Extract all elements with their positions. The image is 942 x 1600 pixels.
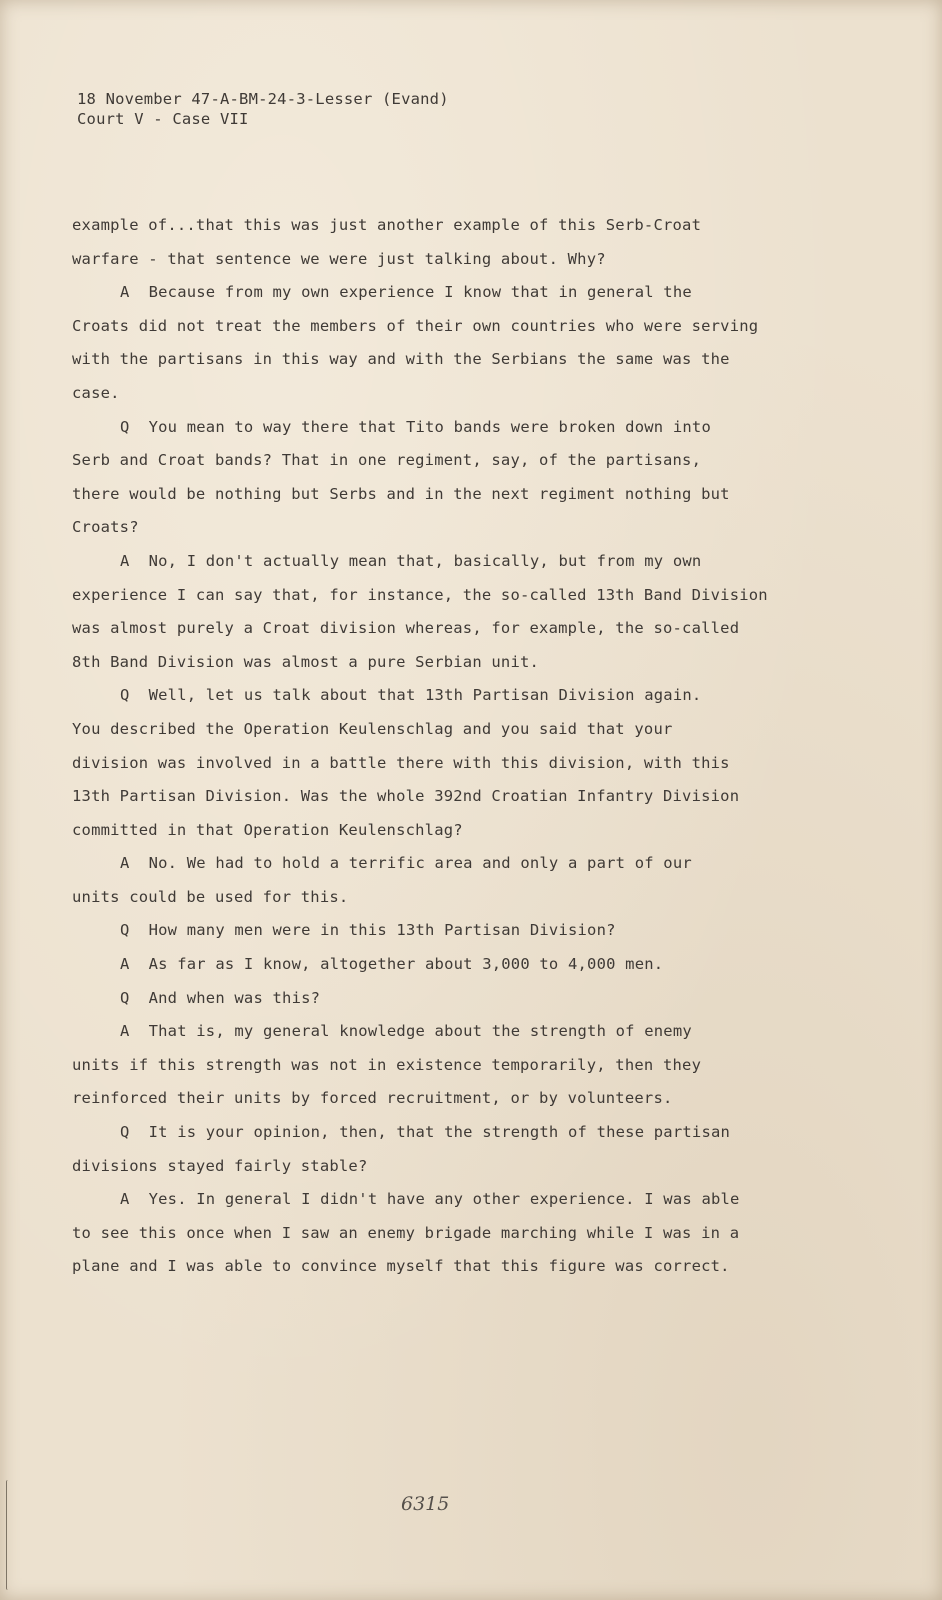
transcript-line: case.	[72, 383, 120, 402]
transcript-line: A No, I don't actually mean that, basically, but from my own	[120, 551, 702, 570]
transcript-line: to see this once when I saw an enemy brigade marching while I was in a	[72, 1223, 740, 1242]
transcript-line: divisions stayed fairly stable?	[72, 1156, 368, 1175]
transcript-line: Q It is your opinion, then, that the strength of these partisan	[120, 1123, 731, 1142]
transcript-line: Q How many men were in this 13th Partisan Division?	[120, 921, 616, 940]
transcript-line: Croats?	[72, 518, 139, 537]
transcript-line: with the partisans in this way and with the Serbians the same was the	[72, 350, 730, 369]
transcript-line: A As far as I know, altogether about 3,000 to 4,000 men.	[120, 955, 664, 974]
transcript-line: A No. We had to hold a terrific area and only a part of our	[120, 854, 692, 873]
header-reference-line: 18 November 47-A-BM-24-3-Lesser (Evand)	[77, 90, 449, 108]
transcript-line: A Because from my own experience I know that in general the	[120, 283, 692, 302]
transcript-line: committed in that Operation Keulenschlag?	[72, 820, 463, 839]
transcript-line: Q And when was this?	[120, 988, 321, 1007]
transcript-line: 13th Partisan Division. Was the whole 392nd Croatian Infantry Division	[72, 787, 740, 806]
transcript-line: plane and I was able to convince myself that this figure was correct.	[72, 1257, 730, 1276]
page-number: 6315	[401, 1493, 450, 1515]
transcript-line: warfare - that sentence we were just talking about. Why?	[72, 249, 606, 268]
transcript-line: division was involved in a battle there with this division, with this	[72, 753, 730, 772]
document-header	[77, 89, 449, 129]
transcript-line: Serb and Croat bands? That in one regiment, say, of the partisans,	[72, 451, 702, 470]
transcript-line: reinforced their units by forced recruitment, or by volunteers.	[72, 1089, 673, 1108]
transcript-line: was almost purely a Croat division whereas, for example, the so-called	[72, 619, 740, 638]
transcript-line: experience I can say that, for instance, the so-called 13th Band Division	[72, 585, 768, 604]
transcript-line: Q Well, let us talk about that 13th Partisan Division again.	[120, 686, 702, 705]
transcript-line: there would be nothing but Serbs and in the next regiment nothing but	[72, 484, 730, 503]
binding-edge-mark	[6, 1480, 10, 1590]
header-court-line: Court V - Case VII	[77, 110, 249, 128]
transcript-line: Q You mean to way there that Tito bands were broken down into	[120, 417, 711, 436]
transcript-body	[72, 209, 912, 1284]
transcript-line: A Yes. In general I didn't have any other experience. I was able	[120, 1190, 740, 1209]
transcript-line: example of...that this was just another example of this Serb-Croat	[72, 216, 702, 234]
transcript-line: Croats did not treat the members of their own countries who were serving	[72, 316, 759, 335]
transcript-line: A That is, my general knowledge about the strength of enemy	[120, 1022, 692, 1041]
transcript-line: units if this strength was not in existence temporarily, then they	[72, 1055, 702, 1074]
transcript-line: 8th Band Division was almost a pure Serbian unit.	[72, 652, 540, 671]
transcript-line: units could be used for this.	[72, 887, 349, 906]
transcript-line: You described the Operation Keulenschlag and you said that your	[72, 719, 673, 738]
